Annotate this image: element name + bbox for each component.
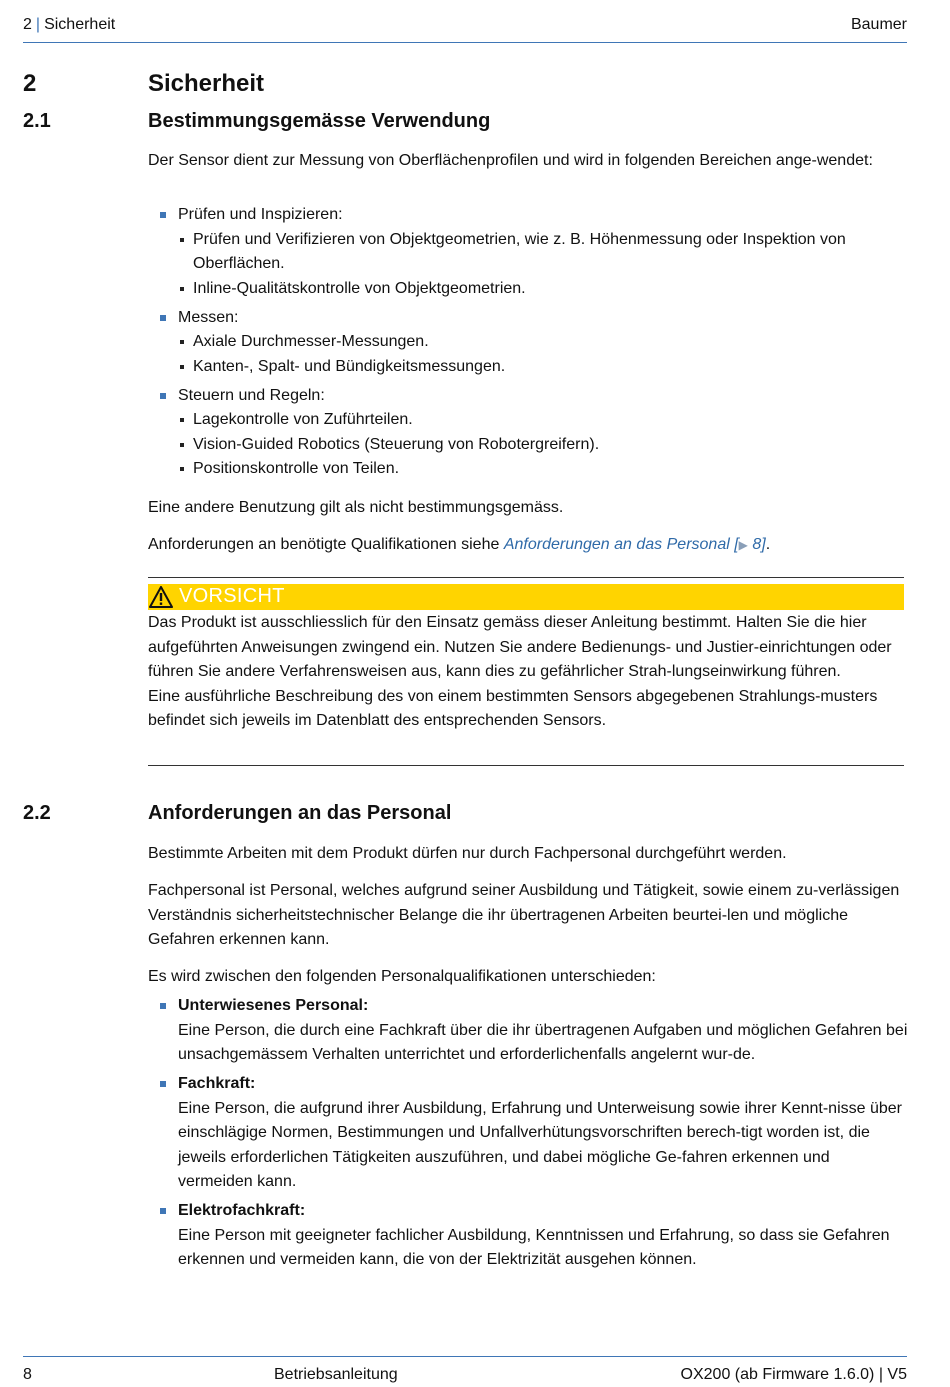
header-chapter-title: Sicherheit	[44, 16, 116, 33]
personnel-paragraph-2	[148, 879, 908, 953]
list-item-label: Messen:	[178, 308, 239, 326]
list-item	[148, 1072, 908, 1195]
paragraph-text: Es wird zwischen den folgenden Personalqualifikationen unterschieden:	[148, 968, 656, 985]
personal-requirements-link[interactable]	[504, 536, 766, 553]
link-page: 8]	[747, 536, 766, 553]
sub-list-item: Positionskontrolle von Teilen.	[178, 457, 908, 482]
sub-list-item: Kanten-, Spalt- und Bündigkeitsmessungen.	[178, 355, 908, 380]
caution-text-2: Eine ausführliche Beschreibung des von einem bestimmten Sensors abgegebenen Strahlungs-musters befindet sich jeweils im Datenblatt des entsprechenden Sensors.	[148, 687, 878, 729]
list-item-label: Elektrofachkraft:	[178, 1202, 306, 1219]
section-heading-2	[23, 70, 265, 98]
header-separator: |	[35, 16, 41, 33]
document-type: Betriebsanleitung	[274, 1366, 398, 1383]
paragraph-text: Fachpersonal ist Personal, welches aufgrund seiner Ausbildung und Tätigkeit, sowie einem zu-verlässigen Verständnis sicherheitstechnischer Belange die ihr übertragenen Arbeiten beurtei-len und mögliche Gefahren erkennen kann.	[148, 882, 900, 948]
qualification-list	[148, 994, 908, 1277]
header-chapter-number: 2	[23, 16, 32, 33]
usage-list	[148, 203, 908, 486]
warning-triangle-icon	[149, 586, 173, 608]
intro-paragraph	[148, 149, 893, 174]
list-item	[148, 384, 908, 482]
sub-list-item: Vision-Guided Robotics (Steuerung von Robotergreifern).	[178, 433, 908, 458]
section-title: Bestimmungsgemässe Verwendung	[148, 110, 491, 132]
sub-list-item: Prüfen und Verifizieren von Objektgeometrien, wie z. B. Höhenmessung oder Inspektion von Oberflächen.	[178, 228, 908, 277]
section-heading-2-1	[23, 110, 903, 133]
section-title: Anforderungen an das Personal	[148, 802, 452, 824]
caution-notice	[148, 577, 904, 734]
list-item-label: Prüfen und Inspizieren:	[178, 206, 343, 223]
header-brand: Baumer	[850, 16, 907, 33]
other-use-paragraph	[148, 496, 908, 521]
list-item-text: Eine Person, die aufgrund ihrer Ausbildung, Erfahrung und Unterweisung sowie ihrer Kennt-nisse über einschlägige Normen, Bestimmungen und Unfallverhütungsvorschriften berech-tigt worden ist, die jeweils erforderlichen Tätigkeiten auszuführen, und dabei mögliche Ge-fahren erkennen und vermeiden kann.	[178, 1099, 902, 1190]
link-text: Anforderungen an das Personal [	[503, 536, 739, 553]
section-number: 2	[23, 70, 37, 97]
caution-bar	[148, 584, 904, 610]
product-version: OX200 (ab Firmware 1.6.0) | V5	[680, 1366, 907, 1383]
list-item-text: Eine Person, die durch eine Fachkraft über die ihr übertragenen Aufgaben und möglichen Gefahren bei unsachgemässem Verhalten unterrichtet und erforderlichenfalls angelernt wur-de.	[178, 1021, 908, 1063]
caution-text-1: Das Produkt ist ausschliesslich für den Einsatz gemäss dieser Anleitung bestimmt. Halten Sie die hier aufgeführten Anweisungen zwingend ein. Nutzen Sie andere Bedienungs- und Justier-einrichtungen oder führen Sie andere Verfahrensweisen aus, kann dies zu gefährlicher Strah-lungseinwirkung führen.	[148, 614, 892, 680]
sub-list-item: Inline-Qualitätskontrolle von Objektgeometrien.	[178, 277, 908, 302]
section-number: 2.2	[23, 802, 51, 824]
personnel-paragraph-3	[148, 965, 908, 990]
list-item-label: Unterwiesenes Personal:	[178, 997, 369, 1014]
paragraph-text: Bestimmte Arbeiten mit dem Produkt dürfen nur durch Fachpersonal durchgeführt werden.	[148, 845, 787, 862]
sub-list-item: Axiale Durchmesser-Messungen.	[178, 330, 908, 355]
list-item	[148, 306, 908, 380]
list-item-text: Eine Person mit geeigneter fachlicher Ausbildung, Kenntnissen und Erfahrung, so dass sie Gefahren erkennen und vermeiden kann, die von der Elektrizität ausgehen können.	[178, 1226, 890, 1268]
section-title: Sicherheit	[148, 70, 265, 97]
list-item-label: Fachkraft:	[178, 1075, 256, 1092]
qualification-paragraph	[148, 533, 908, 558]
qualification-suffix: .	[765, 536, 771, 553]
sub-list-item: Lagekontrolle von Zuführteilen.	[178, 408, 908, 433]
qualification-text: Anforderungen an benötigte Qualifikationen siehe	[148, 536, 500, 553]
caution-bottom-rule	[148, 765, 904, 766]
intro-text: Der Sensor dient zur Messung von Oberflächenprofilen und wird in folgenden Bereichen ange-wendet:	[148, 152, 873, 169]
list-item	[148, 994, 908, 1068]
arrow-right-icon: ▶	[738, 538, 748, 552]
personnel-paragraph-1	[148, 842, 908, 867]
caution-title: VORSICHT	[179, 585, 285, 607]
section-heading-2-2	[23, 802, 903, 825]
page-number: 8	[23, 1366, 32, 1383]
list-item	[148, 203, 908, 301]
page-footer	[23, 1356, 907, 1387]
page-header	[23, 14, 907, 43]
section-number: 2.1	[23, 110, 51, 132]
list-item	[148, 1199, 908, 1273]
caution-body	[148, 611, 904, 734]
other-use-text: Eine andere Benutzung gilt als nicht bestimmungsgemäss.	[148, 499, 564, 516]
header-chapter	[23, 16, 115, 34]
list-item-label: Steuern und Regeln:	[178, 386, 325, 404]
